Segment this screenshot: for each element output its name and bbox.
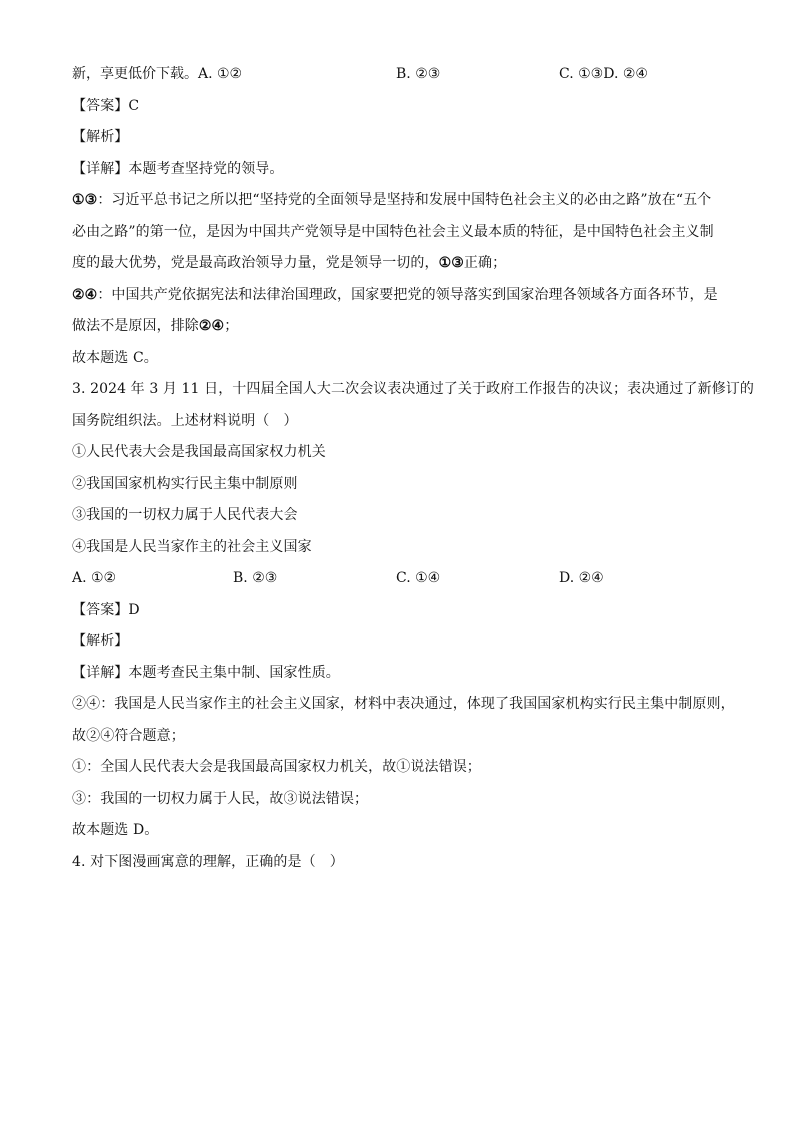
q2-paragraph-2-line-2: [72, 314, 742, 346]
q3-paragraph-3: ③：我国的一切权力属于人民，故③说法错误；: [72, 790, 369, 807]
q2-paragraph-1-line-2: 必由之路”的第一位，是因为中国共产党领导是中国特色社会主义最本质的特征，是中国特色社会主义制: [72, 223, 714, 240]
q3-stem-line-1: 3. 2024 年 3 月 11 日，十四届全国人大二次会议表决通过了关于政府工作报告的决议；表决通过了新修订的: [72, 381, 755, 397]
q2-p2-label: ②④: [72, 286, 98, 303]
q4-stem: 4. 对下图漫画寓意的理解，正确的是（ ）: [72, 853, 344, 870]
detail-text: 本题考查民主集中制、国家性质。: [128, 664, 340, 681]
q2-options-row: [72, 62, 742, 94]
q2-p2-line2-end: ；: [224, 318, 239, 334]
q2-p1-line3-text: 度的最大优势，党是最高政治领导力量，党是领导一切的，: [72, 255, 439, 271]
detail-tag: 【详解】: [72, 160, 129, 177]
q2-answer: [72, 94, 742, 126]
q2-detail: [72, 157, 742, 189]
q2-p1-text: ：习近平总书记之所以把“坚持党的全面领导是坚持和发展中国特色社会主义的必由之路”放在“五个: [97, 192, 712, 208]
q2-option-a: 新，享更低价下载。A. ①②: [72, 66, 243, 82]
q3-paragraph-1-line-2: 故②④符合题意；: [72, 727, 185, 744]
q3-item-3: ③我国的一切权力属于人民代表大会: [72, 507, 298, 523]
detail-text: 本题考查坚持党的领导。: [128, 160, 284, 177]
q3-stem-line-2: 国务院组织法。上述材料说明（ ）: [72, 412, 298, 429]
answer-tag: 【答案】: [72, 97, 129, 114]
q3-item-4: ④我国是人民当家作主的社会主义国家: [72, 538, 312, 555]
q2-p1-line3-label: ①③: [438, 255, 464, 271]
q2-p1-label: ①③: [72, 192, 98, 208]
q3-option-c: C. ①④: [396, 570, 441, 586]
document-page: [72, 62, 755, 881]
q3-item-2: ②我国国家机构实行民主集中制原则: [72, 475, 298, 492]
q2-p1-line3-end: 正确；: [463, 255, 507, 271]
q2-conclusion: 故本题选 C。: [72, 349, 158, 366]
q3-answer: [72, 598, 742, 630]
answer-value: D: [128, 601, 140, 618]
q2-p2-line2-label: ②④: [198, 318, 225, 334]
detail-tag: 【详解】: [72, 664, 129, 681]
q2-analysis-tag: 【解析】: [72, 129, 129, 145]
q3-item-1: ①人民代表大会是我国最高国家权力机关: [72, 444, 326, 460]
answer-tag: 【答案】: [72, 601, 129, 618]
q3-paragraph-2: ①：全国人民代表大会是我国最高国家权力机关，故①说法错误；: [72, 759, 481, 775]
q2-paragraph-2-line-1: [72, 283, 742, 315]
q3-options-row: [72, 566, 742, 598]
q3-option-d: D. ②④: [559, 570, 604, 586]
q2-paragraph-1-line-3: [72, 251, 742, 283]
q3-option-a: A. ①②: [72, 570, 117, 586]
answer-value: C: [128, 97, 140, 114]
q3-analysis-tag: 【解析】: [72, 633, 129, 649]
q2-option-cd: C. ①③D. ②④: [559, 66, 648, 82]
q3-option-b: B. ②③: [233, 570, 278, 586]
q3-paragraph-1-line-1: ②④：我国是人民当家作主的社会主义国家，材料中表决通过，体现了我国国家机构实行民主集中制原则，: [72, 696, 735, 712]
q2-option-b: B. ②③: [396, 66, 441, 82]
q2-p2-text: ：中国共产党依据宪法和法律治国理政，国家要把党的领导落实到国家治理各领域各方面各环节，是: [97, 286, 718, 303]
q2-paragraph-1-line-1: [72, 188, 742, 220]
q3-conclusion: 故本题选 D。: [72, 822, 159, 838]
q2-p2-line2-text: 做法不是原因，排除: [72, 318, 199, 334]
q3-detail: [72, 661, 742, 693]
